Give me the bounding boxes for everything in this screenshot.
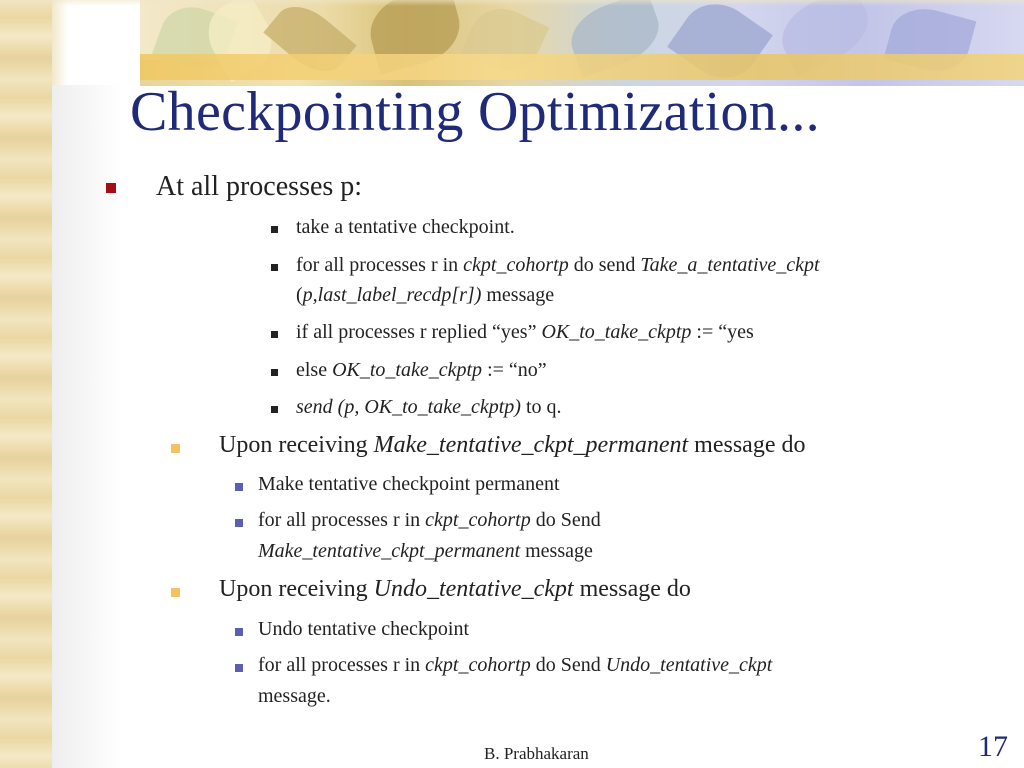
bullet-level3 bbox=[296, 321, 754, 344]
bullet-text: do Send bbox=[530, 509, 601, 531]
bullet-text: do Send bbox=[530, 654, 606, 676]
bullet-text: message do bbox=[573, 576, 691, 602]
bullet-text: Upon receiving bbox=[219, 576, 374, 602]
bullet-text: message do bbox=[688, 432, 806, 458]
bullet-text: := “yes bbox=[691, 321, 754, 343]
bullet-text: Make tentative checkpoint permanent bbox=[258, 473, 560, 495]
bullet-italic-text: OK_to_take_ckptp bbox=[541, 321, 692, 343]
bullet-text: message. bbox=[258, 685, 331, 707]
bullet-marker bbox=[271, 369, 278, 376]
bullet-level3 bbox=[296, 216, 515, 239]
bullet-italic-text: Take_a_tentative_ckpt bbox=[640, 254, 820, 276]
bullet-text: ( bbox=[296, 284, 303, 306]
bullet-marker bbox=[271, 264, 278, 271]
bullet-marker bbox=[271, 226, 278, 233]
bullet-continuation bbox=[258, 685, 331, 708]
bullet-text: Undo tentative checkpoint bbox=[258, 618, 470, 640]
bullet-level3 bbox=[258, 473, 560, 496]
bullet-level3 bbox=[296, 359, 547, 382]
bullet-italic-text: Make_tentative_ckpt_permanent bbox=[258, 540, 521, 562]
bullet-text: message bbox=[520, 540, 593, 562]
bullet-italic-text: Make_tentative_ckpt_permanent bbox=[373, 432, 689, 458]
bullet-italic-text: OK_to_take_ckptp bbox=[332, 359, 483, 381]
bullet-marker bbox=[271, 406, 278, 413]
bullet-text: At all processes p: bbox=[156, 171, 363, 202]
bullet-marker bbox=[235, 483, 243, 491]
bullet-marker bbox=[106, 183, 116, 193]
bullet-marker bbox=[235, 664, 243, 672]
bullet-italic-text: Undo_tentative_ckpt bbox=[605, 654, 773, 676]
bullet-text: if all processes r replied “yes” bbox=[296, 321, 542, 343]
gold-accent-bar bbox=[140, 54, 1024, 80]
bullet-italic-text: ckpt_cohortp bbox=[425, 509, 531, 531]
bullet-marker bbox=[271, 331, 278, 338]
bullet-text: do send bbox=[568, 254, 641, 276]
bullet-continuation bbox=[258, 540, 593, 563]
bullet-italic-text: p,last_label_recdp[r]) bbox=[302, 284, 482, 306]
top-shading bbox=[0, 0, 1024, 6]
bullet-italic-text: ckpt_cohortp bbox=[463, 254, 569, 276]
bullet-text: to q. bbox=[520, 396, 562, 418]
bullet-text: for all processes r in bbox=[258, 509, 426, 531]
bullet-continuation bbox=[296, 284, 554, 307]
bullet-marker bbox=[171, 588, 180, 597]
bullet-text: take a tentative checkpoint. bbox=[296, 216, 515, 238]
bullet-level3 bbox=[258, 509, 601, 532]
page-number: 17 bbox=[978, 730, 1008, 763]
bullet-text: message bbox=[481, 284, 555, 306]
bullet-marker bbox=[235, 628, 243, 636]
bullet-text: for all processes r in bbox=[258, 654, 426, 676]
bullet-text: Upon receiving bbox=[219, 432, 374, 458]
bullet-italic-text: Undo_tentative_ckpt bbox=[373, 576, 574, 602]
bullet-text: for all processes r in bbox=[296, 254, 464, 276]
bullet-level1 bbox=[156, 171, 362, 203]
bullet-level3 bbox=[296, 396, 562, 419]
bullet-text: else bbox=[296, 359, 333, 381]
bullet-marker bbox=[171, 444, 180, 453]
bullet-level3 bbox=[296, 254, 820, 277]
bullet-level2 bbox=[219, 576, 691, 603]
bullet-level3 bbox=[258, 654, 772, 677]
bullet-text: := “no” bbox=[482, 359, 547, 381]
bullet-italic-text: send (p, OK_to_take_ckptp) bbox=[296, 396, 521, 418]
bullet-level2 bbox=[219, 432, 805, 459]
bullet-marker bbox=[235, 519, 243, 527]
bullet-level3 bbox=[258, 618, 469, 641]
left-decorative-strip bbox=[0, 0, 52, 768]
footer-author: B. Prabhakaran bbox=[484, 744, 589, 763]
slide-title: Checkpointing Optimization... bbox=[130, 81, 820, 143]
bullet-italic-text: ckpt_cohortp bbox=[425, 654, 531, 676]
